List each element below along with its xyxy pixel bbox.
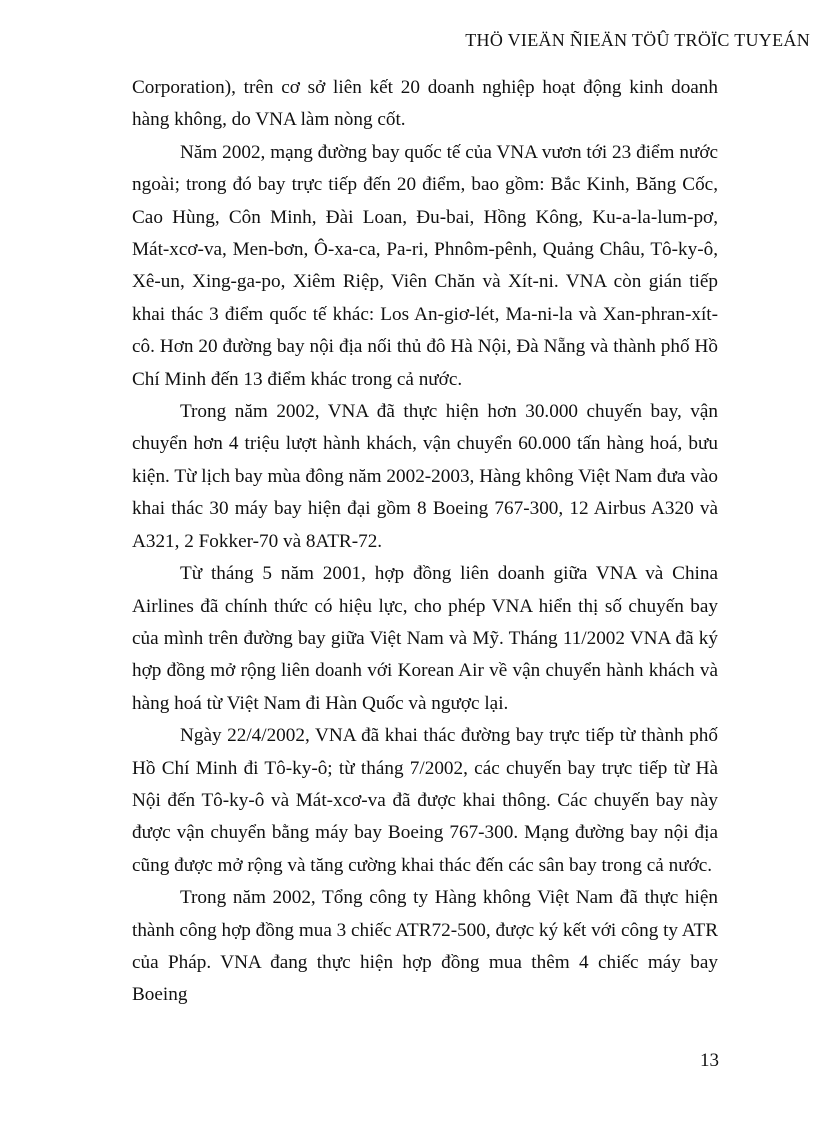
document-body <box>132 72 718 1012</box>
page-number: 13 <box>700 1050 719 1071</box>
paragraph-6: Trong năm 2002, Tổng công ty Hàng không Việt Nam đã thực hiện thành công hợp đồng mua 3 chiếc ATR72-500, được ký kết với công ty ATR của Pháp. VNA đang thực hiện hợp đồng mua thêm 4 chiếc máy bay Boeing <box>132 887 719 1006</box>
paragraph-5: Ngày 22/4/2002, VNA đã khai thác đường bay trực tiếp từ thành phố Hồ Chí Minh đi Tô-ky-ô; từ tháng 7/2002, các chuyến bay trực tiếp từ Hà Nội đến Tô-ky-ô và Mát-xcơ-va đã được khai thông. Các chuyến bay này được vận chuyển bằng máy bay Boeing 767-300. Mạng đường bay nội địa cũng được mở rộng và tăng cường khai thác đến các sân bay trong cả nước. <box>132 725 718 876</box>
page-header: THÖ VIEÄN ÑIEÄN TÖÛ TRÖÏC TUYEÁN <box>465 30 810 50</box>
paragraph-3: Trong năm 2002, VNA đã thực hiện hơn 30.000 chuyến bay, vận chuyển hơn 4 triệu lượt hành khách, vận chuyển 60.000 tấn hàng hoá, bưu kiện. Từ lịch bay mùa đông năm 2002-2003, Hàng không Việt Nam đưa vào khai thác 30 máy bay hiện đại gồm 8 Boeing 767-300, 12 Airbus A320 và A321, 2 Fokker-70 và 8ATR-72. <box>132 401 718 552</box>
paragraph-4: Từ tháng 5 năm 2001, hợp đồng liên doanh giữa VNA và China Airlines đã chính thức có hiệu lực, cho phép VNA hiển thị số chuyến bay của mình trên đường bay giữa Việt Nam và Mỹ. Tháng 11/2002 VNA đã ký hợp đồng mở rộng liên doanh với Korean Air về vận chuyển hành khách và hàng hoá từ Việt Nam đi Hàn Quốc và ngược lại. <box>132 563 718 714</box>
paragraph-1: Corporation), trên cơ sở liên kết 20 doanh nghiệp hoạt động kinh doanh hàng không, do VNA làm nòng cốt. <box>132 77 718 131</box>
paragraph-2: Năm 2002, mạng đường bay quốc tế của VNA vươn tới 23 điểm nước ngoài; trong đó bay trực tiếp đến 20 điểm, bao gồm: Bắc Kinh, Băng Cốc, Cao Hùng, Côn Minh, Đài Loan, Đu-bai, Hồng Kông, Ku-a-la-lum-pơ, Mát-xcơ-va, Men-bơn, Ô-xa-ca, Pa-ri, Phnôm-pênh, Quảng Châu, Tô-ky-ô, Xê-un, Xing-ga-po, Xiêm Riệp, Viên Chăn và Xít-ni. VNA còn gián tiếp khai thác 3 điểm quốc tế khác: Los An-giơ-lét, Ma-ni-la và Xan-phran-xít-cô. Hơn 20 đường bay nội địa nối thủ đô Hà Nội, Đà Nẵng và thành phố Hồ Chí Minh đến 13 điểm khác trong cả nước. <box>132 141 718 390</box>
